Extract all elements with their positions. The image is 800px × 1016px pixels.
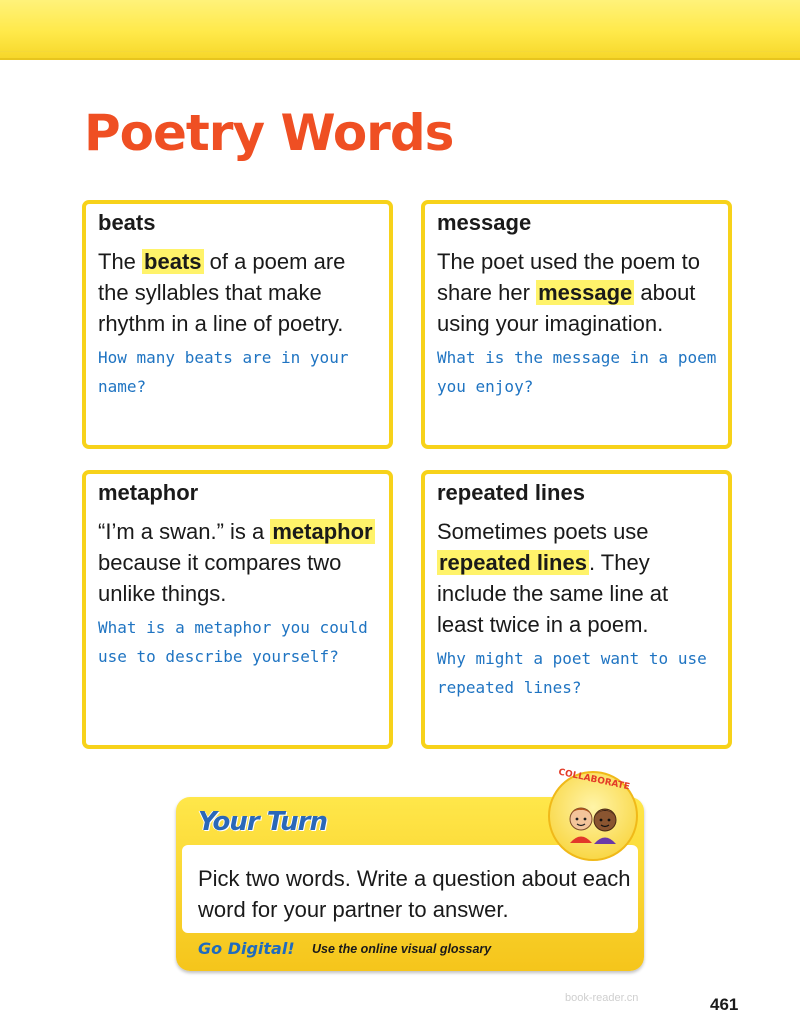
your-turn-heading: Your Turn (198, 807, 327, 837)
card-definition: The beats of a poem are the syllables that make rhythm in a line of poetry. (98, 249, 346, 336)
top-banner (0, 0, 800, 60)
vocab-card-repeated-lines (421, 470, 732, 749)
page-number: 461 (710, 995, 739, 1014)
highlighted-word: repeated lines (439, 550, 587, 575)
highlighted-word: message (538, 280, 633, 305)
collaborate-label: COLLABORATE (557, 767, 631, 793)
card-question: Why might a poet want to use repeated lines? (437, 649, 707, 697)
vocab-card-message (421, 200, 732, 449)
glossary-note: Use the online visual glossary (312, 942, 492, 956)
highlighted-word: beats (144, 249, 202, 274)
collaborate-badge (548, 767, 638, 861)
watermark: book-reader.cn (565, 992, 639, 1004)
card-definition: The poet used the poem to share her message about using your imagination. (437, 249, 700, 336)
card-question: What is a metaphor you could use to describe yourself? (98, 618, 368, 666)
two-kids-icon (550, 773, 636, 859)
card-heading: metaphor (98, 480, 199, 505)
card-question: What is the message in a poem you enjoy? (437, 348, 717, 396)
highlighted-word: metaphor (272, 519, 373, 544)
card-heading: beats (98, 210, 156, 235)
your-turn-box (176, 767, 644, 971)
vocab-card-beats (82, 200, 393, 449)
your-turn-instructions: Pick two words. Write a question about each word for your partner to answer. (198, 866, 631, 922)
card-definition: “I’m a swan.” is a metaphor because it compares two unlike things. (98, 519, 373, 606)
card-heading: message (437, 210, 532, 235)
go-digital-link[interactable]: Go Digital! (198, 939, 295, 958)
vocab-card-metaphor (82, 470, 393, 749)
card-definition: Sometimes poets use repeated lines. They include the same line at least twice in a poem. (437, 519, 669, 637)
page-title: Poetry Words (84, 104, 454, 162)
card-heading: repeated lines (437, 480, 585, 505)
card-question: How many beats are in your name? (98, 348, 349, 396)
